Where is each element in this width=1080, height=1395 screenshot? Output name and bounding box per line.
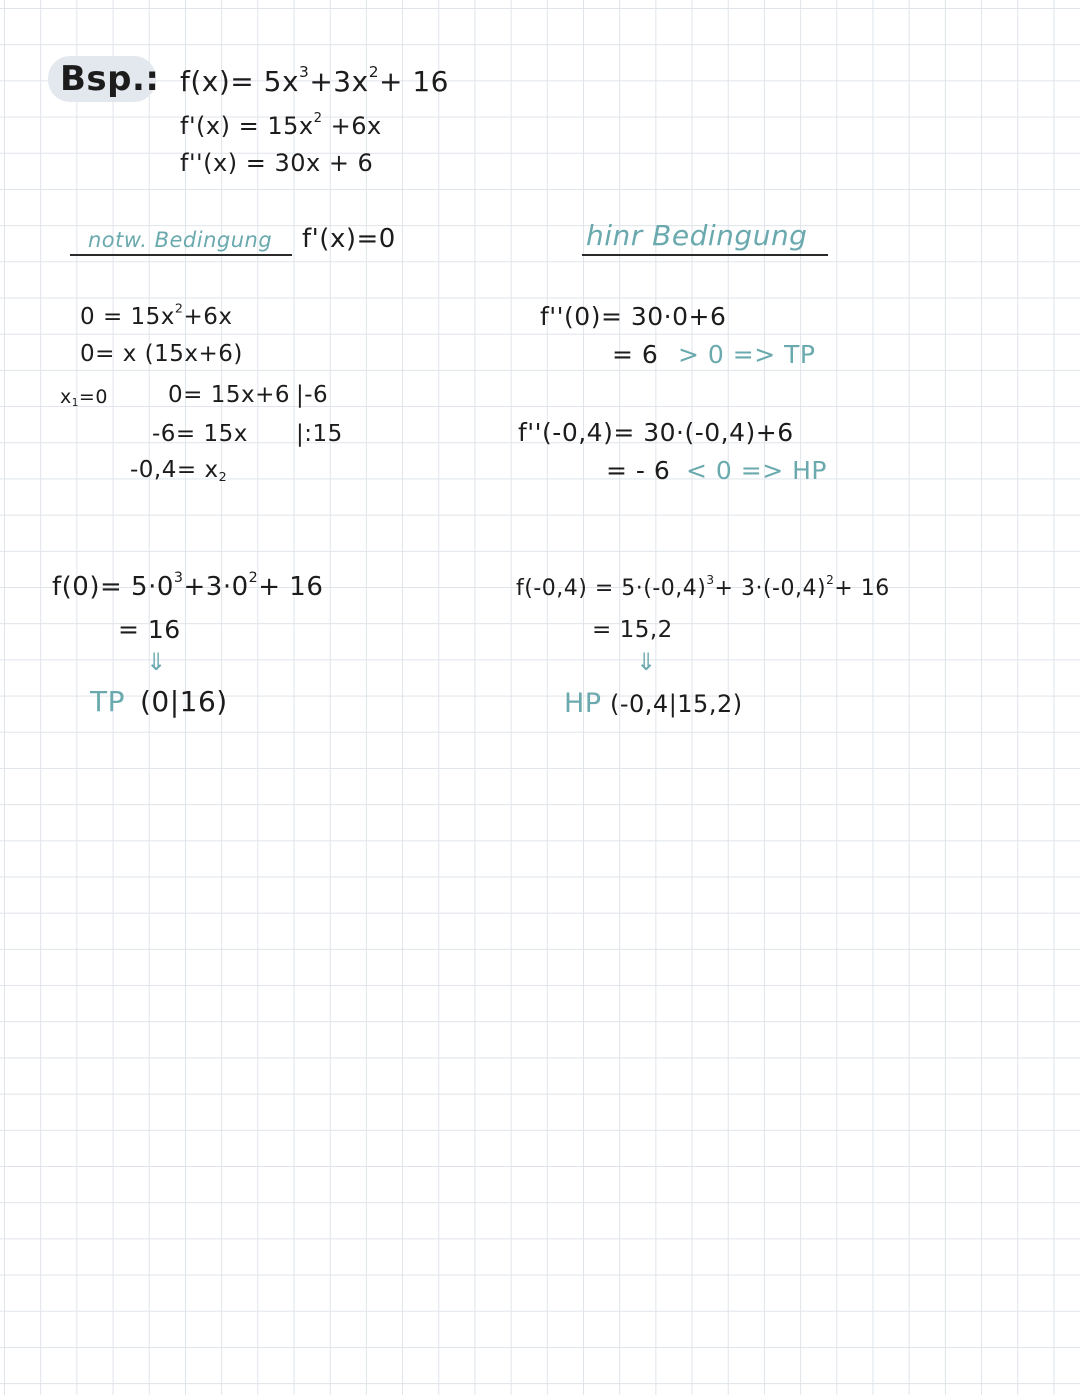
tp-calc: $f(0)= 5\cdot 0^3+3\cdot 0^2+ 16$: [52, 570, 324, 602]
check2-result: = - 6: [606, 456, 671, 485]
eq-line-3: 0= 15x+6: [168, 382, 290, 408]
hp-label: HP: [564, 688, 602, 719]
eq-line-2: 0= x (15x+6): [80, 341, 243, 367]
check2-expr: f''(-0,4)= 30·(-0,4)+6: [518, 418, 794, 447]
necessary-heading: notw. Bedingung: [88, 228, 273, 252]
function-f: $f(x)= 5x^3+3x^2+ 16$: [180, 63, 449, 98]
eq-line-1: $0 = 15x^2+6x$: [80, 300, 233, 330]
check1-expr: f''(0)= 30·0+6: [540, 302, 727, 331]
op-div-15: |:15: [296, 421, 343, 447]
sufficient-heading: hinr Bedingung: [586, 219, 808, 252]
example-label: Bsp.:: [60, 59, 160, 99]
hp-arrow: ⇓: [636, 648, 657, 676]
hp-calc: $f(-0,4) = 5\cdot(-0,4)^3+ 3\cdot(-0,4)^2+ 16$: [516, 573, 890, 601]
necessary-condition: f'(x)=0: [302, 224, 396, 254]
check2-hp: < 0 => HP: [686, 456, 827, 485]
check1-result: = 6: [612, 340, 659, 369]
root-x1: $x_1=0$: [60, 386, 108, 410]
tp-arrow: ⇓: [146, 648, 167, 676]
eq-line-5: $-0,4= x_2$: [130, 457, 228, 484]
eq-line-4: -6= 15x: [152, 421, 248, 447]
op-minus-6: |-6: [296, 382, 329, 408]
function-f-prime: $f'(x) = 15x^2 +6x$: [180, 111, 382, 140]
check1-tp: > 0 => TP: [678, 340, 816, 369]
tp-value: = 16: [118, 615, 181, 644]
tp-coords: (0|16): [140, 685, 228, 718]
sufficient-underline: [582, 254, 828, 256]
hp-value: = 15,2: [592, 617, 673, 643]
function-f-double-prime: f''(x) = 30x + 6: [180, 149, 374, 177]
necessary-underline: [70, 254, 292, 256]
tp-label: TP: [90, 685, 125, 718]
hp-coords: (-0,4|15,2): [610, 690, 743, 718]
